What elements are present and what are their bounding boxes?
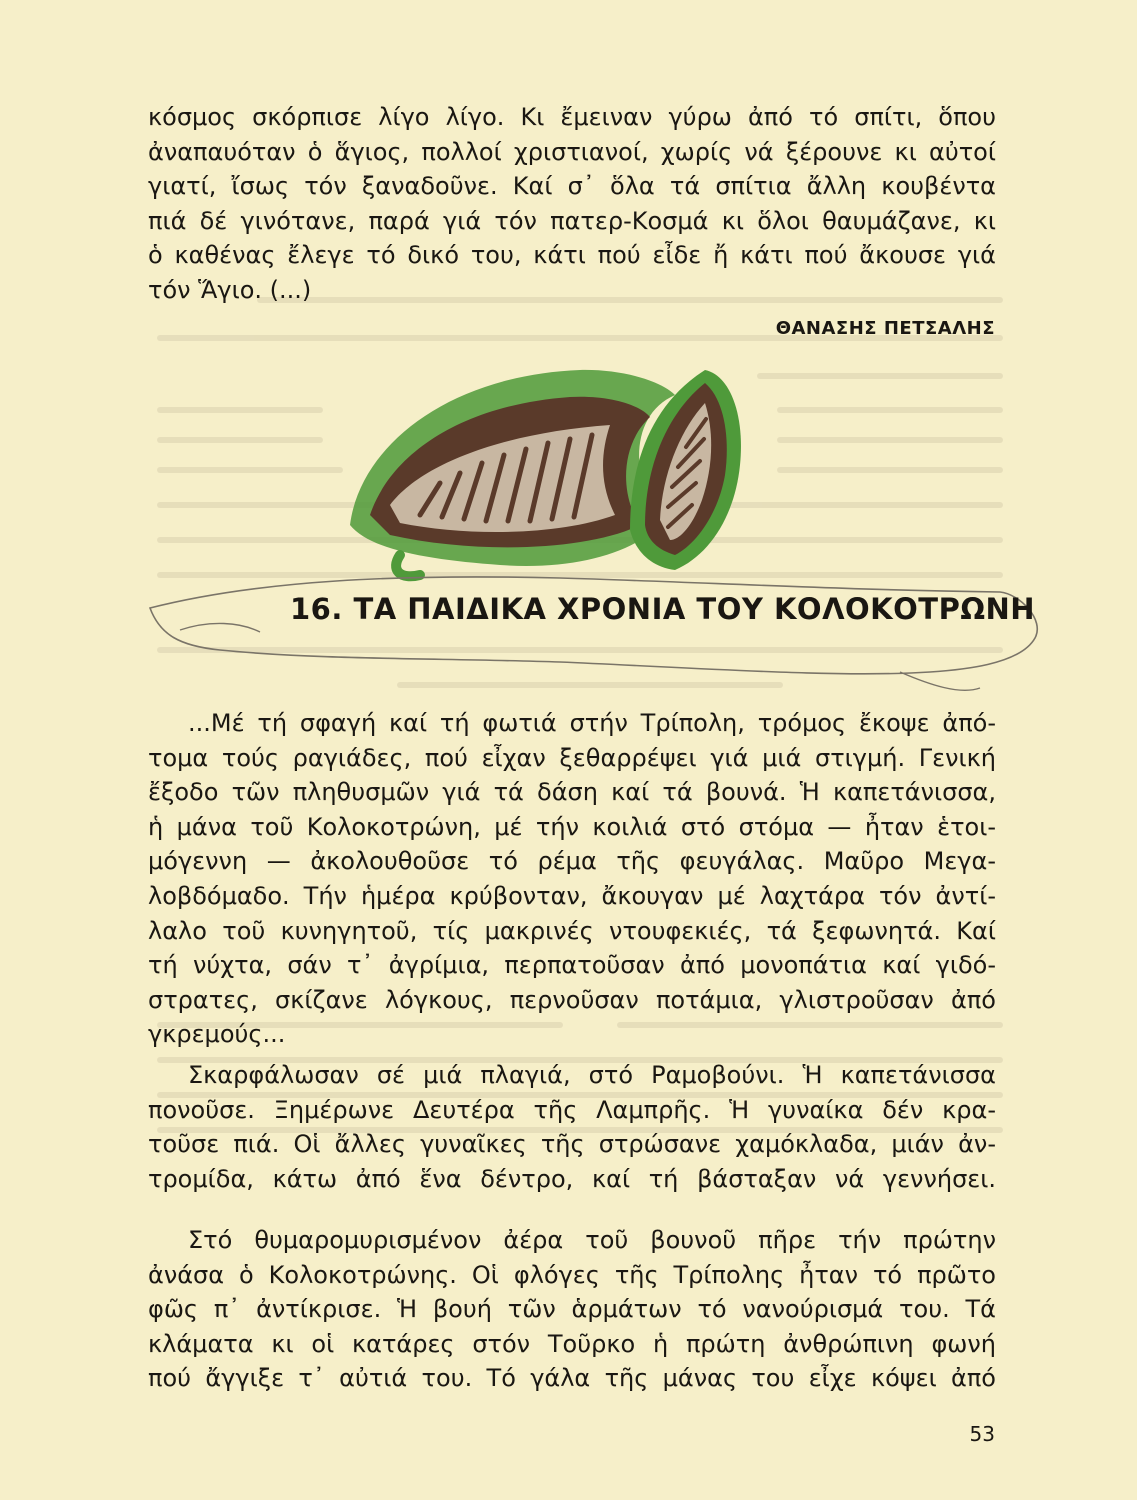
text-line: τρομίδα, κάτω ἀπό ἕνα δέντρο, καί τή βάσταξαν νά γεννήσει. — [148, 1164, 996, 1193]
text-line: στρατες, σκίζανε λόγκους, περνοῦσαν ποτάμια, γλιστροῦσαν ἀπό — [148, 985, 996, 1014]
left-pod-icon — [350, 370, 675, 576]
text-line: πιά δέ γινότανε, παρά γιά τόν πατερ-Κοσμά κι ὅλοι θαυμάζανε, κι — [148, 206, 996, 235]
paragraph-birth-scene — [148, 1058, 996, 1196]
author-credit: ΘΑΝΑΣΗΣ ΠΕΤΣΑΛΗΣ — [775, 318, 995, 339]
text-line: ὁ καθένας ἔλεγε τό δικό του, κάτι πού εἶδε ἤ κάτι πού ἄκουσε γιά — [148, 241, 996, 270]
text-line: κόσμος σκόρπισε λίγο λίγο. Κι ἔμειναν γύρω ἀπό τό σπίτι, ὅπου — [148, 103, 996, 131]
text-line: τομα τούς ραγιάδες, πού εἶχαν ξεθαρρέψει γιά μιά στιγμή. Γενική — [148, 743, 996, 772]
text-line: ἀναπαυόταν ὁ ἅγιος, πολλοί χριστιανοί, χωρίς νά ξέρουνε κι αὐτοί — [148, 137, 996, 166]
scroll-banner-outline — [140, 560, 1050, 710]
text-line: κλάματα κι οἱ κατάρες στόν Τοῦρκο ἡ πρώτη ἀνθρώπινη φωνή — [148, 1329, 996, 1358]
text-line: λαλο τοῦ κυνηγητοῦ, τίς μακρινές ντουφεκιές, τά ξεφωνητά. Καί — [148, 916, 996, 945]
chapter-title: 16. ΤΑ ΠΑΙΔΙΚΑ ΧΡΟΝΙΑ ΤΟΥ ΚΟΛΟΚΟΤΡΩΝΗ — [290, 592, 1036, 626]
paragraph-opening — [148, 706, 996, 1052]
text-line: ἀνάσα ὁ Κολοκοτρώνης. Οἱ φλόγες τῆς Τρίπολης ἦταν τό πρῶτο — [148, 1260, 996, 1289]
text-line: γκρεμούς... — [148, 1020, 286, 1049]
text-line: λοβδόμαδο. Τήν ἡμέρα κρύβονταν, ἄκουγαν μέ λαχτάρα τόν ἀντί- — [148, 881, 996, 910]
text-line: ἔξοδο τῶν πληθυσμῶν γιά τά δάση καί τά βουνά. Ἡ καπετάνισσα, — [148, 778, 996, 807]
paragraph-continuation — [148, 100, 996, 308]
text-line: φῶς π᾽ ἀντίκρισε. Ἡ βουή τῶν ἁρμάτων τό νανούρισμά του. Τά — [148, 1295, 996, 1324]
text-line: ...Μέ τή σφαγή καί τή φωτιά στήν Τρίπολη, τρόμος ἔκοψε ἀπό- — [188, 709, 996, 737]
text-line: γιατί, ἴσως τόν ξαναδοῦνε. Καί σ᾽ ὅλα τά σπίτια ἄλλη κουβέντα — [148, 172, 996, 201]
text-line: τή νύχτα, σάν τ᾽ ἀγρίμια, περπατοῦσαν ἀπό μονοπάτια καί γιδό- — [148, 951, 996, 980]
text-line: πού ἄγγιξε τ᾽ αὐτιά του. Τό γάλα τῆς μάνας του εἶχε κόψει ἀπό — [148, 1364, 996, 1393]
text-line: τόν Ἅγιο. (...) — [148, 275, 312, 304]
text-line: πονοῦσε. Ξημέρωνε Δευτέρα τῆς Λαμπρῆς. Ἡ γυναίκα δέν κρα- — [148, 1095, 996, 1124]
paragraph-first-breath — [148, 1223, 996, 1396]
text-line: Στό θυμαρομυρισμένον ἀέρα τοῦ βουνοῦ πῆρε τήν πρώτην — [188, 1226, 996, 1254]
text-line: ἡ μάνα τοῦ Κολοκοτρώνη, μέ τήν κοιλιά στό στόμα — ἦταν ἑτοι- — [148, 812, 996, 841]
text-line: Σκαρφάλωσαν σέ μιά πλαγιά, στό Ραμοβούνι. Ἡ καπετάνισσα — [188, 1061, 996, 1089]
page-number: 53 — [969, 1422, 995, 1446]
text-line: μόγεννη — ἀκολουθοῦσε τό ρέμα τῆς φευγάλας. Μαῦρο Μεγα- — [148, 847, 996, 876]
text-line: τοῦσε πιά. Οἱ ἄλλες γυναῖκες τῆς στρώσανε χαμόκλαδα, μιάν ἀν- — [148, 1130, 996, 1159]
leaf-pod-illustration — [330, 355, 760, 585]
